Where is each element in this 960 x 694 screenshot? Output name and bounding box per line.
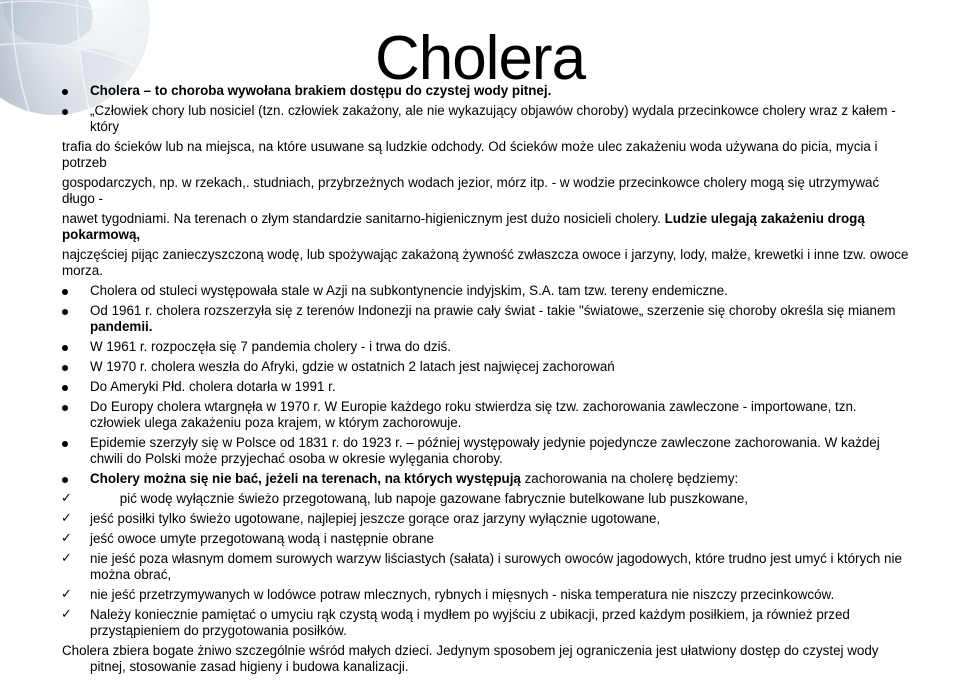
bullet-item bbox=[62, 339, 910, 355]
text-segment: gospodarczych, np. w rzekach,. studniach, przybrzeżnych wodach jezior, mórz itp. - w wodzie przecinkowce cholery mogą się utrzymywać długo - bbox=[62, 175, 883, 206]
paragraph-line bbox=[62, 247, 913, 279]
text-segment: jeść posiłki tylko świeżo ugotowane, najlepiej jeszcze gorące oraz jarzyny wyłącznie ugotowane, bbox=[90, 511, 661, 526]
checkmark-icon: ✓ bbox=[61, 607, 72, 622]
content-body bbox=[61, 83, 913, 679]
bullet-item bbox=[62, 399, 910, 431]
text-segment: Cholera zbiera bogate żniwo szczególnie wśród małych dzieci. Jedynym sposobem jej ograniczenia jest ułatwiony dostęp do czystej wody pitnej, stosowanie zasad higieny i budowa kanalizacji. bbox=[62, 643, 883, 674]
text-segment: Epidemie szerzyły się w Polsce od 1831 r. do 1923 r. – później występowały jedynie pojedyncze zawleczone zachorowania. W każdej chwili do Polski może przyjechać osoba w okresie wylęgania choroby. bbox=[90, 435, 884, 466]
text-segment: Ludzie ulegają zakażeniu drogą pokarmową, bbox=[62, 211, 869, 242]
checkmark-icon: ✓ bbox=[61, 531, 72, 546]
text-segment: nie jeść poza własnym domem surowych warzyw liściastych (sałata) i surowych owoców jagodowych, które trudno jest umyć i których nie można obrać, bbox=[90, 551, 906, 582]
text-segment: najczęściej pijąc zanieczyszczoną wodę, lub spożywając zakażoną żywność zwłaszcza owoce i jarzyny, lody, małże, krewetki i inne tzw. owoce morza. bbox=[62, 247, 913, 278]
check-item bbox=[62, 551, 910, 583]
bullet-item bbox=[62, 359, 910, 375]
text-segment: trafia do ścieków lub na miejsca, na które usuwane są ludzkie odchody. Od ścieków może ulec zakażeniu woda używana do picia, mycia i potrzeb bbox=[62, 139, 882, 170]
page-title: Cholera bbox=[374, 24, 586, 93]
text-segment: Cholera od stuleci występowała stale w Azji na subkontynencie indyjskim, S.A. tam tzw. tereny endemiczne. bbox=[90, 283, 728, 298]
text-segment: zachorowania na cholerę będziemy: bbox=[520, 471, 739, 486]
check-item bbox=[62, 511, 910, 527]
bullet-item bbox=[62, 103, 910, 135]
paragraph-line bbox=[62, 211, 910, 243]
text-segment: nawet tygodniami. Na terenach o złym standardzie sanitarno-higienicznym jest dużo nosicieli cholery. bbox=[62, 211, 665, 226]
text-segment: Od 1961 r. cholera rozszerzyła się z terenów Indonezji na prawie cały świat - takie "światowe„ szerzenie się choroby określa się mianem bbox=[90, 303, 900, 318]
bullet-item bbox=[62, 379, 910, 395]
closing-paragraph bbox=[62, 643, 910, 675]
text-segment: pić wodę wyłącznie świeżo przegotowaną, lub napoje gazowane fabrycznie butelkowane lub puszkowane, bbox=[90, 491, 749, 506]
text-segment: Należy koniecznie pamiętać o umyciu rąk czystą wodą i mydłem po wyjściu z ubikacji, przed każdym posiłkiem, ja również przed przystąpieniem do przygotowania posiłków. bbox=[90, 607, 854, 638]
text-segment: pandemii. bbox=[90, 319, 153, 334]
bullet-item bbox=[62, 83, 910, 99]
bullet-item bbox=[62, 283, 910, 299]
text-segment: Do Ameryki Płd. cholera dotarła w 1991 r. bbox=[90, 379, 336, 394]
text-segment: Cholery można się nie bać, jeżeli na terenach, na których występują bbox=[90, 471, 521, 486]
text-segment: W 1961 r. rozpoczęła się 7 pandemia cholery - i trwa do dziś. bbox=[90, 339, 451, 354]
text-segment: Do Europy cholera wtargnęła w 1970 r. W Europie każdego roku stwierdza się tzw. zachorowania zawleczone - importowane, tzn. człowiek ulega zakażeniu poza krajem, w którym zachorowuje. bbox=[90, 399, 861, 430]
check-item bbox=[62, 587, 910, 603]
bullet-item bbox=[62, 303, 910, 335]
checkmark-icon: ✓ bbox=[61, 511, 72, 526]
text-segment: jeść owoce umyte przegotowaną wodą i następnie obrane bbox=[90, 531, 434, 546]
check-item bbox=[62, 531, 910, 547]
bullet-item bbox=[62, 435, 910, 467]
text-segment: nie jeść przetrzymywanych w lodówce potraw mlecznych, rybnych i mięsnych - niska temperatura nie niszczy przecinkowców. bbox=[90, 587, 835, 602]
check-item bbox=[62, 607, 910, 639]
text-segment: W 1970 r. cholera weszła do Afryki, gdzie w ostatnich 2 latach jest najwięcej zachorowań bbox=[90, 359, 615, 374]
text-segment: Cholera – to choroba wywołana brakiem dostępu do czystej wody pitnej. bbox=[90, 83, 552, 98]
paragraph-line bbox=[62, 175, 910, 207]
text-segment: „Człowiek chory lub nosiciel (tzn. człowiek zakażony, ale nie wykazujący objawów choroby) wydala przecinkowce cholery wraz z kałem - który bbox=[90, 103, 900, 134]
check-item bbox=[62, 491, 910, 507]
checkmark-icon: ✓ bbox=[61, 491, 72, 506]
bullet-item bbox=[62, 471, 910, 487]
checkmark-icon: ✓ bbox=[61, 587, 72, 602]
paragraph-line bbox=[62, 139, 910, 171]
checkmark-icon: ✓ bbox=[61, 551, 72, 566]
